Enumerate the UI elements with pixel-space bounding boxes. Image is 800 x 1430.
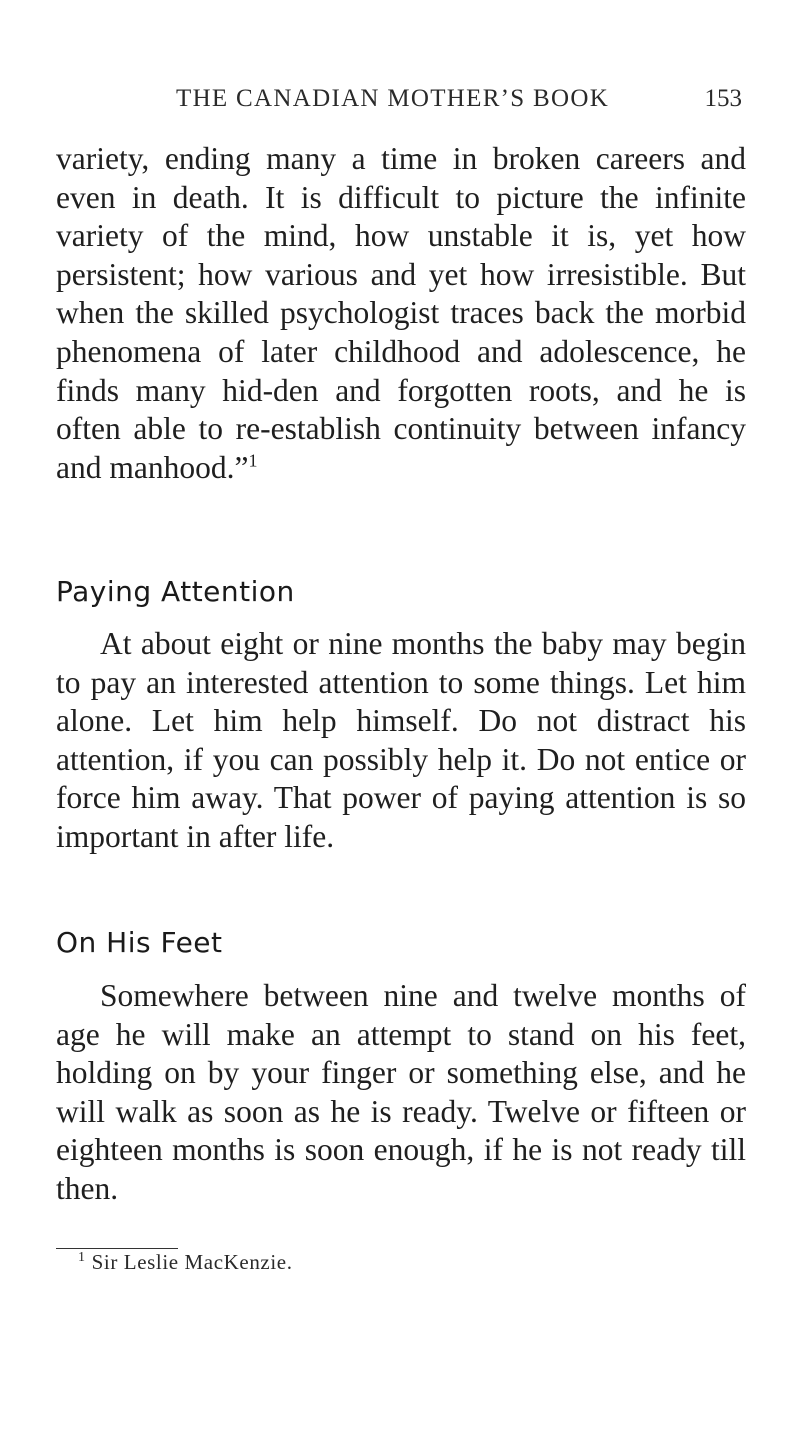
footnote-text: Sir Leslie MacKenzie. [91, 1250, 293, 1274]
page-number: 153 [704, 85, 742, 112]
footnote-mark: 1 [78, 1250, 86, 1265]
paragraph-on-his-feet: Somewhere between nine and twelve months of age he will make an attempt to stand on his feet, holding on by your finger or something else, and he will walk as soon as he is ready. Twelve or fifteen or eighteen months is soon enough, if he is not ready till then. [56, 978, 746, 1206]
paragraph-text: variety, ending many a time in broken careers and even in death. It is difficult to picture the infinite variety of the mind, how unstable it is, yet how persistent; how various and yet how irresistible. But when the skilled psychologist traces back the morbid phenomena of later childhood and adolescence, he finds many hid-den and forgotten roots, and he is often able to re-establish continuity between infancy and manhood.” [56, 141, 746, 485]
footnote-divider [56, 1248, 178, 1249]
paragraph-paying-attention: At about eight or nine months the baby may begin to pay an interested attention to some things. Let him alone. Let him help himself. Do not distract his attention, if you can possibly help it. Do not entice or force him away. That power of paying attention is so important in after life. [56, 626, 746, 854]
section-heading-paying-attention: Paying Attention [56, 575, 295, 608]
running-head [0, 85, 800, 121]
footnote [78, 1250, 293, 1275]
section-heading-on-his-feet: On His Feet [56, 926, 223, 959]
paragraph-continuation [56, 140, 746, 487]
footnote-reference: 1 [248, 450, 258, 471]
running-title: THE CANADIAN MOTHER’S BOOK [176, 85, 610, 112]
